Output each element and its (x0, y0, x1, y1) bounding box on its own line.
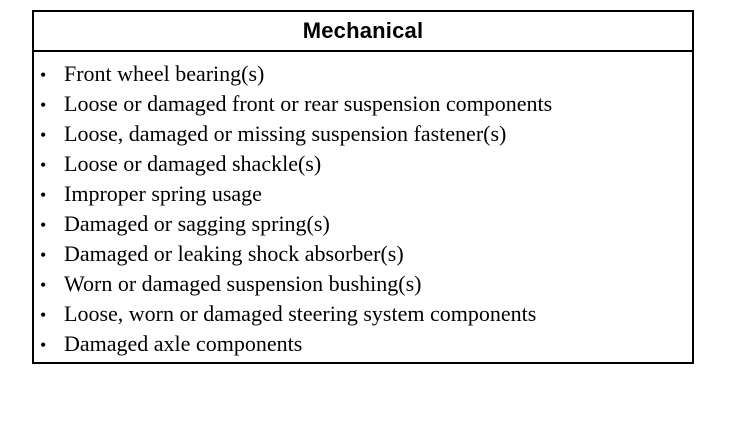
bullet-icon: • (40, 65, 47, 85)
bullet-icon: • (40, 125, 47, 145)
bullet-icon: • (40, 275, 47, 295)
list-item (34, 181, 692, 211)
bullet-icon: • (40, 185, 47, 205)
list-item-text: Loose, damaged or missing suspension fastener(s) (64, 121, 507, 146)
bullet-icon: • (40, 245, 47, 265)
list-item-text: Improper spring usage (64, 181, 262, 206)
list-item (34, 211, 692, 241)
list-item-text: Loose, worn or damaged steering system components (64, 301, 537, 326)
list-item-text: Front wheel bearing(s) (64, 61, 265, 86)
list-item (34, 61, 692, 91)
list-item (34, 331, 692, 361)
list-item (34, 151, 692, 181)
list-item (34, 241, 692, 271)
bullet-icon: • (40, 305, 47, 325)
table-title: Mechanical (302, 18, 424, 43)
list-item-text: Worn or damaged suspension bushing(s) (64, 271, 422, 296)
bullet-icon: • (40, 95, 47, 115)
bullet-icon: • (40, 155, 47, 175)
list-item (34, 91, 692, 121)
list-item (34, 301, 692, 331)
list-item-text: Loose or damaged shackle(s) (64, 151, 322, 176)
list-item-text: Damaged or leaking shock absorber(s) (64, 241, 404, 266)
list-item (34, 271, 692, 301)
list-item-text: Damaged or sagging spring(s) (64, 211, 330, 236)
bullet-icon: • (40, 215, 47, 235)
cause-list (34, 52, 692, 361)
mechanical-causes-table (32, 10, 694, 364)
bullet-icon: • (40, 335, 47, 355)
table-header (34, 12, 692, 52)
list-item (34, 121, 692, 151)
list-item-text: Damaged axle components (64, 331, 303, 356)
list-item-text: Loose or damaged front or rear suspension components (64, 91, 553, 116)
